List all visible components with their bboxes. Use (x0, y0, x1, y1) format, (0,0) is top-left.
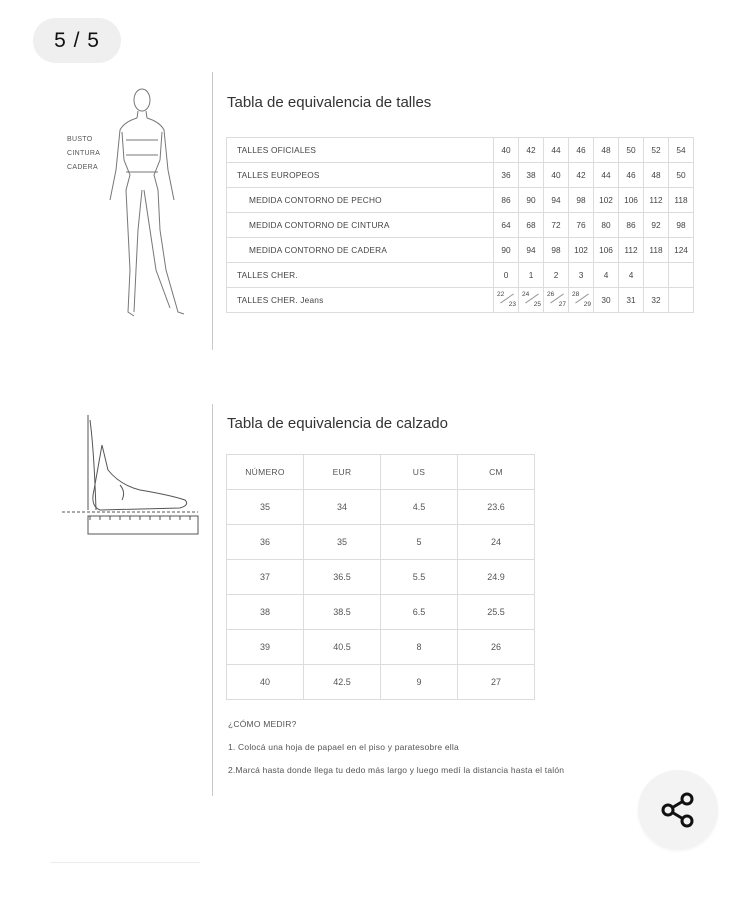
column-header: CM (458, 455, 535, 490)
table-cell: 98 (569, 188, 594, 213)
shoe-equivalence-table (226, 454, 535, 700)
table-cell: 50 (669, 163, 694, 188)
table-row (227, 490, 535, 525)
table-cell: 38 (519, 163, 544, 188)
size-table-title: Tabla de equivalencia de talles (227, 94, 432, 111)
fraction-value: 26 27 (547, 291, 566, 308)
shoe-table-title: Tabla de equivalencia de calzado (227, 415, 448, 432)
table-cell: 8 (381, 630, 458, 665)
table-cell: 9 (381, 665, 458, 700)
table-cell: 50 (619, 138, 644, 163)
figure-label-busto: BUSTO (67, 136, 93, 143)
table-row (227, 630, 535, 665)
table-cell: 72 (544, 213, 569, 238)
table-cell: 106 (619, 188, 644, 213)
table-cell (544, 288, 569, 313)
measure-step-2: 2.Marcá hasta donde llega tu dedo más largo y luego medí la distancia hasta el talón (228, 765, 565, 775)
table-cell: 112 (619, 238, 644, 263)
table-cell: 44 (544, 138, 569, 163)
image-counter (33, 18, 121, 63)
table-cell: 118 (669, 188, 694, 213)
table-cell: 3 (569, 263, 594, 288)
fraction-value: 24 25 (522, 291, 541, 308)
table-cell: 24 (458, 525, 535, 560)
table-cell: 64 (494, 213, 519, 238)
table-cell (569, 288, 594, 313)
column-header: US (381, 455, 458, 490)
fraction-value: 28 29 (572, 291, 591, 308)
share-icon (658, 790, 698, 830)
table-cell (669, 288, 694, 313)
table-cell: 46 (569, 138, 594, 163)
measure-step-1: 1. Colocá una hoja de papael en el piso y paratesobre ella (228, 742, 459, 752)
table-cell: 42 (569, 163, 594, 188)
table-header-row (227, 455, 535, 490)
table-cell (494, 288, 519, 313)
table-cell: 44 (594, 163, 619, 188)
table-cell: 40 (544, 163, 569, 188)
table-cell: 94 (544, 188, 569, 213)
table-cell: 6.5 (381, 595, 458, 630)
table-cell: 2 (544, 263, 569, 288)
table-cell: 90 (519, 188, 544, 213)
table-cell: 30 (594, 288, 619, 313)
row-label: TALLES CHER. (227, 263, 494, 288)
row-label: TALLES CHER. Jeans (227, 288, 494, 313)
table-cell: 124 (669, 238, 694, 263)
table-cell: 36.5 (304, 560, 381, 595)
divider-line-top (212, 72, 213, 350)
table-cell: 94 (519, 238, 544, 263)
row-label: MEDIDA CONTORNO DE CADERA (227, 238, 494, 263)
table-cell: 80 (594, 213, 619, 238)
row-label: MEDIDA CONTORNO DE PECHO (227, 188, 494, 213)
table-row (227, 163, 694, 188)
table-row (227, 595, 535, 630)
table-cell: 106 (594, 238, 619, 263)
table-cell: 52 (644, 138, 669, 163)
table-row (227, 560, 535, 595)
table-cell: 35 (227, 490, 304, 525)
table-row (227, 188, 694, 213)
table-cell: 36 (227, 525, 304, 560)
table-cell: 38.5 (304, 595, 381, 630)
table-cell: 48 (644, 163, 669, 188)
row-label: TALLES EUROPEOS (227, 163, 494, 188)
table-cell: 102 (594, 188, 619, 213)
table-cell: 92 (644, 213, 669, 238)
table-cell: 98 (669, 213, 694, 238)
table-row (227, 238, 694, 263)
table-cell: 4.5 (381, 490, 458, 525)
table-cell: 24.9 (458, 560, 535, 595)
body-figure-illustration (100, 80, 200, 325)
table-cell: 4 (594, 263, 619, 288)
table-cell: 39 (227, 630, 304, 665)
table-cell: 98 (544, 238, 569, 263)
row-label: TALLES OFICIALES (227, 138, 494, 163)
table-cell: 112 (644, 188, 669, 213)
table-cell: 90 (494, 238, 519, 263)
column-header: EUR (304, 455, 381, 490)
table-cell: 1 (519, 263, 544, 288)
table-row (227, 213, 694, 238)
table-row (227, 138, 694, 163)
column-header: NÚMERO (227, 455, 304, 490)
table-cell: 37 (227, 560, 304, 595)
table-cell (644, 263, 669, 288)
table-cell: 40 (494, 138, 519, 163)
size-equivalence-table (226, 137, 694, 313)
table-cell: 32 (644, 288, 669, 313)
share-button[interactable] (638, 770, 718, 850)
divider-line-bottom (212, 404, 213, 796)
figure-label-cintura: CINTURA (67, 150, 101, 157)
table-cell: 5.5 (381, 560, 458, 595)
measure-title: ¿CÓMO MEDIR? (228, 719, 297, 729)
table-cell: 34 (304, 490, 381, 525)
table-cell: 42 (519, 138, 544, 163)
table-cell: 86 (494, 188, 519, 213)
row-label: MEDIDA CONTORNO DE CINTURA (227, 213, 494, 238)
table-cell: 40.5 (304, 630, 381, 665)
table-cell: 102 (569, 238, 594, 263)
table-cell (669, 263, 694, 288)
table-cell: 27 (458, 665, 535, 700)
table-cell: 4 (619, 263, 644, 288)
table-cell: 76 (569, 213, 594, 238)
table-row (227, 288, 694, 313)
figure-label-cadera: CADERA (67, 164, 98, 171)
table-cell: 40 (227, 665, 304, 700)
fraction-value: 22 23 (497, 291, 516, 308)
table-cell: 31 (619, 288, 644, 313)
table-cell: 26 (458, 630, 535, 665)
table-row (227, 525, 535, 560)
table-cell: 36 (494, 163, 519, 188)
table-cell (519, 288, 544, 313)
table-cell: 46 (619, 163, 644, 188)
table-row (227, 665, 535, 700)
divider-line-footer (50, 862, 200, 863)
image-counter-text: 5 / 5 (54, 28, 100, 52)
table-cell: 86 (619, 213, 644, 238)
table-cell: 23.6 (458, 490, 535, 525)
table-cell: 54 (669, 138, 694, 163)
table-cell: 5 (381, 525, 458, 560)
table-cell: 35 (304, 525, 381, 560)
table-row (227, 263, 694, 288)
table-cell: 118 (644, 238, 669, 263)
foot-measure-illustration (60, 410, 200, 540)
table-cell: 25.5 (458, 595, 535, 630)
table-cell: 48 (594, 138, 619, 163)
table-cell: 38 (227, 595, 304, 630)
table-cell: 42.5 (304, 665, 381, 700)
table-cell: 0 (494, 263, 519, 288)
table-cell: 68 (519, 213, 544, 238)
